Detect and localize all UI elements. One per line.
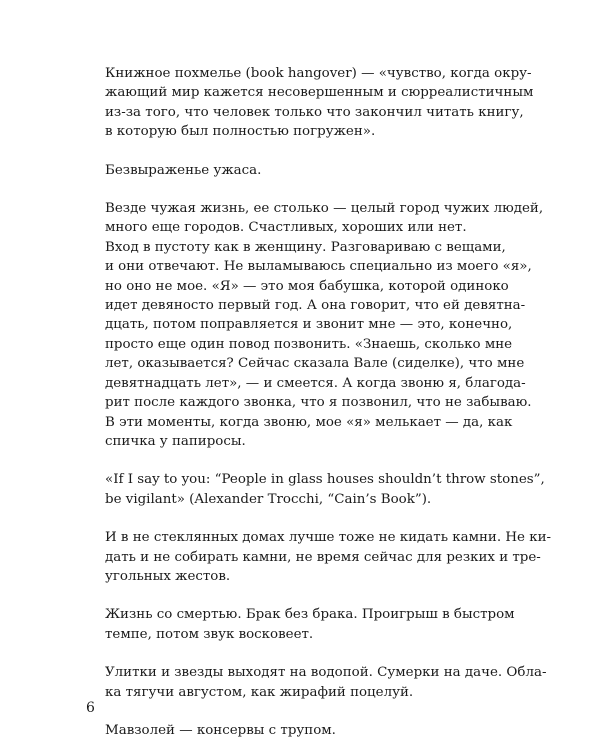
page-number: 6 (86, 700, 95, 716)
text-line: Жизнь со смертью. Брак без брака. Проигрыш в быстром (105, 607, 515, 623)
text-line: жающий мир кажется несовершенным и сюрреалистичным (105, 85, 534, 101)
text-line: рит после каждого звонка, что я позвонил, что не забываю. (105, 395, 532, 411)
text-line: много еще городов. Счастливых, хороших или нет. (105, 220, 467, 236)
text-line: Вход в пустоту как в женщину. Разговариваю с вещами, (105, 239, 506, 255)
paragraph-chuzhaya-zhizn (105, 199, 544, 238)
paragraph-mavzoley (105, 721, 525, 740)
text-line: в которую был полностью погружен». (105, 124, 376, 140)
text-line: лет, оказывается? Сейчас сказала Вале (сиделке), что мне (105, 356, 525, 372)
paragraph-ulitki (105, 663, 547, 702)
text-line: be vigilant» (Alexander Trocchi, “Cain’s Book”). (105, 491, 432, 507)
text-line: идет девяносто первый год. А она говорит, что ей девятна- (105, 298, 526, 314)
text-line: из-за того, что человек только что закончил читать книгу, (105, 104, 524, 120)
text-line: и они отвечают. Не выламываюсь специально из моего «я», (105, 259, 532, 275)
text-line: Улитки и звезды выходят на водопой. Сумерки на даче. Обла- (105, 665, 547, 681)
text-line: но оно не мое. «Я» — это моя бабушка, которой одиноко (105, 278, 509, 294)
text-line: Мавзолей — консервы с трупом. (105, 722, 336, 738)
main-text (105, 64, 552, 740)
paragraph-book-hangover (105, 64, 534, 142)
paragraph-steklyannye-doma (105, 528, 552, 586)
text-line: девятнадцать лет», — и смеется. А когда звоню я, благода- (105, 375, 526, 391)
text-line: Книжное похмелье (book hangover) — «чувство, когда окру- (105, 66, 532, 81)
text-line: ка тягучи августом, как жирафий поцелуй. (105, 684, 414, 700)
text-line: Безвыраженье ужаса. (105, 162, 262, 178)
text-line: В эти моменты, когда звоню, мое «я» мелькает — да, как (105, 414, 513, 430)
text-line: Везде чужая жизнь, ее столько — целый город чужих людей, (105, 201, 544, 217)
paragraph-bezvyrazhenye (105, 161, 525, 180)
text-line: дцать, потом поправляется и звонит мне — это, конечно, (105, 317, 513, 333)
paragraph-vkhod-v-pustotu (105, 238, 532, 451)
text-line: темпе, потом звук восковеет. (105, 626, 314, 642)
text-line: «If I say to you: “People in glass houses shouldn’t throw stones”, (105, 472, 545, 488)
text-line: угольных жестов. (105, 568, 231, 584)
text-line: просто еще один повод позвонить. «Знаешь, сколько мне (105, 336, 513, 352)
text-line: спичка у папиросы. (105, 433, 246, 449)
text-line: дать и не собирать камни, не время сейчас для резких и тре- (105, 549, 541, 565)
paragraph-zhizn-so-smertyu (105, 605, 525, 644)
text-line: И в не стеклянных домах лучше тоже не кидать камни. Не ки- (105, 530, 552, 546)
paragraph-trocchi-quote (105, 470, 545, 509)
